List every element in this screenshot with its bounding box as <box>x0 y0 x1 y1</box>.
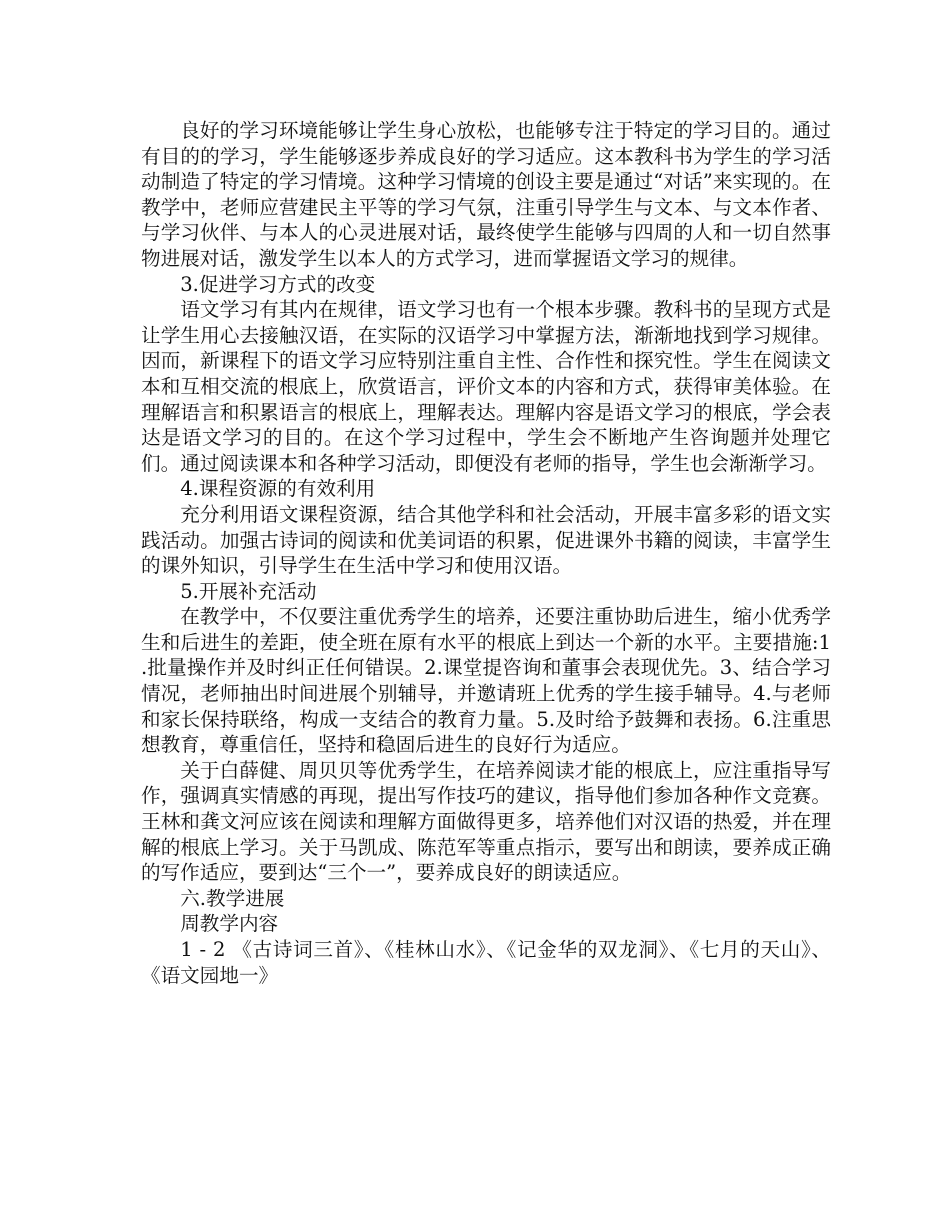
heading-learning-method: 3.促进学习方式的改变 <box>180 272 376 296</box>
paragraph-learning-environment: 良好的学习环境能够让学生身心放松，也能够专注于特定的学习目的。通过有目的的学习，学生能够逐步养成良好的学习适应。这本教科书为学生的学习活动制造了特定的学习情境。这种学习情境的创设主要是通过“对话”来实现的。在教学中，老师应营建民主平等的学习气氛，注重引导学生与文本、与文本作者、与学习伙伴、与本人的心灵进展对话，最终使学生能够与四周的人和一切自然事物进展对话，激发学生以本人的方式学习，进而掌握语文学习的规律。 <box>141 119 831 270</box>
paragraph-learning-method: 语文学习有其内在规律，语文学习也有一个根本步骤。教科书的呈现方式是让学生用心去接触汉语，在实际的汉语学习中掌握方法，渐渐地找到学习规律。因而，新课程下的语文学习应特别注重自主性、合作性和探究性。学生在阅读文本和互相交流的根底上，欣赏语言，评价文本的内容和方式，获得审美体验。在理解语言和积累语言的根底上，理解表达。理解内容是语文学习的根底，学会表达是语文学习的目的。在这个学习过程中，学生会不断地产生咨询题并处理它们。通过阅读课本和各种学习活动，即便没有老师的指导，学生也会渐渐学习。 <box>141 298 831 475</box>
heading-course-resources: 4.课程资源的有效利用 <box>180 477 376 501</box>
paragraph-course-resources: 充分利用语文课程资源，结合其他学科和社会活动，开展丰富多彩的语文实践活动。加强古诗词的阅读和优美词语的积累，促进课外书籍的阅读，丰富学生的课外知识，引导学生在生活中学习和使用汉语。 <box>141 502 831 578</box>
heading-supplementary-activities: 5.开展补充活动 <box>180 579 317 603</box>
paragraph-supplementary-activities: 在教学中，不仅要注重优秀学生的培养，还要注重协助后进生，缩小优秀学生和后进生的差距，使全班在原有水平的根底上到达一个新的水平。主要措施:1 .批量操作并及时纠正任何错误。2.课堂提咨询和董事会表现优先。3、结合学习情况，老师抽出时间进展个别辅导，并邀请班上优秀的学生接手辅导。4.与老师和家长保持联络，构成一支结合的教育力量。5.及时给予鼓舞和表扬。6.注重思想教育，尊重信任，坚持和稳固后进生的良好行为适应。 <box>141 605 831 757</box>
paragraph-excellent-students: 关于白薛健、周贝贝等优秀学生，在培养阅读才能的根底上，应注重指导写作，强调真实情感的再现，提出写作技巧的建议，指导他们参加各种作文竞赛。王林和龚文河应该在阅读和理解方面做得更多，培养他们对汉语的热爱，并在理解的根底上学习。关于马凯成、陈范军等重点指示，要写出和朗读，要养成正确的写作适应，要到达“三个一”，要养成良好的朗读适应。 <box>141 758 831 885</box>
schedule-header: 周教学内容 <box>180 912 279 936</box>
document-body <box>141 118 831 988</box>
schedule-row-weeks-1-2: 1 - 2 《古诗词三首》、《桂林山水》、《记金华的双龙洞》、《七月的天山》、《语文园地一》 <box>141 938 831 987</box>
heading-teaching-progress: 六.教学进展 <box>180 886 285 910</box>
